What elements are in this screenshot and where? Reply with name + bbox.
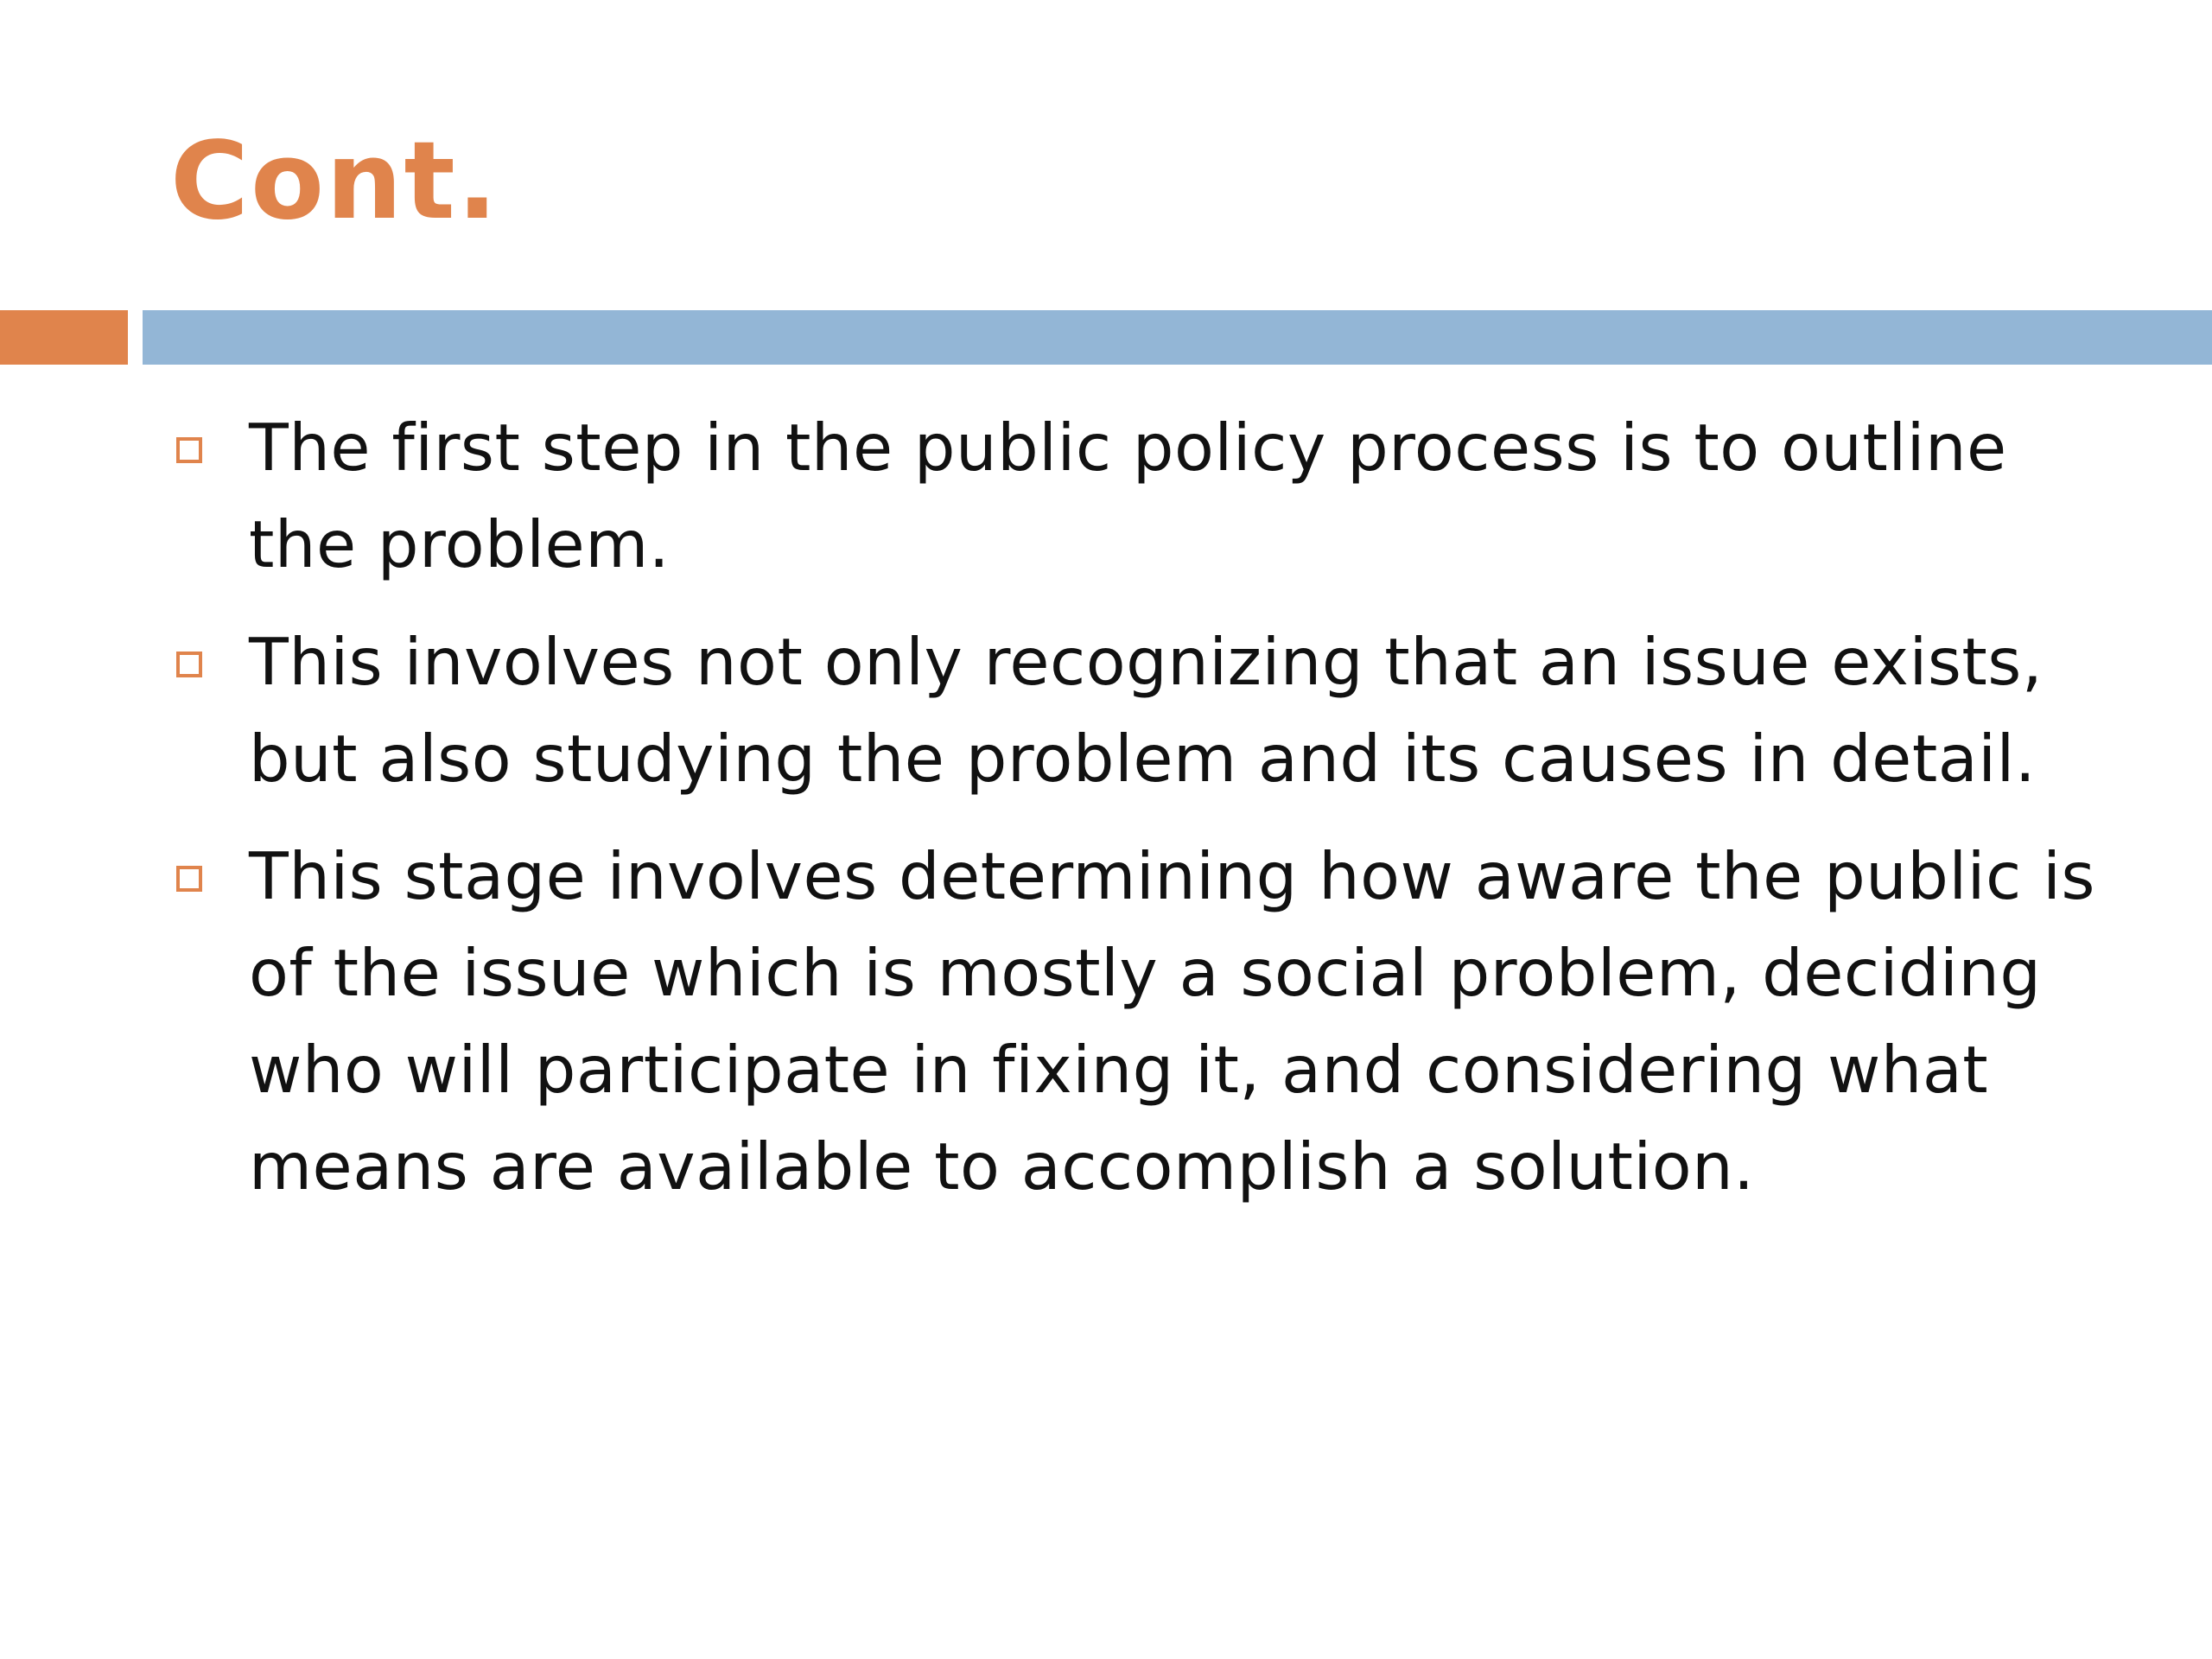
bullet-item (171, 399, 2126, 593)
slide-title: Cont. (170, 119, 499, 244)
hollow-square-icon (176, 652, 202, 677)
bullet-item (171, 613, 2126, 807)
bullet-text: This stage involves determining how aware the public is of the issue which is mostly a social problem, deciding who will participate in fixing it, and considering what means are available to accomplish a solution. (249, 838, 2095, 1205)
bullet-item (171, 828, 2126, 1215)
bullet-list (171, 399, 2126, 1236)
hollow-square-icon (176, 866, 202, 892)
title-divider-bar (143, 310, 2212, 365)
bullet-text: The first step in the public policy process is to outline the problem. (249, 410, 2007, 582)
hollow-square-icon (176, 437, 202, 463)
title-accent-bar (0, 310, 128, 365)
bullet-text: This involves not only recognizing that an issue exists, but also studying the problem and its causes in detail. (249, 624, 2044, 797)
